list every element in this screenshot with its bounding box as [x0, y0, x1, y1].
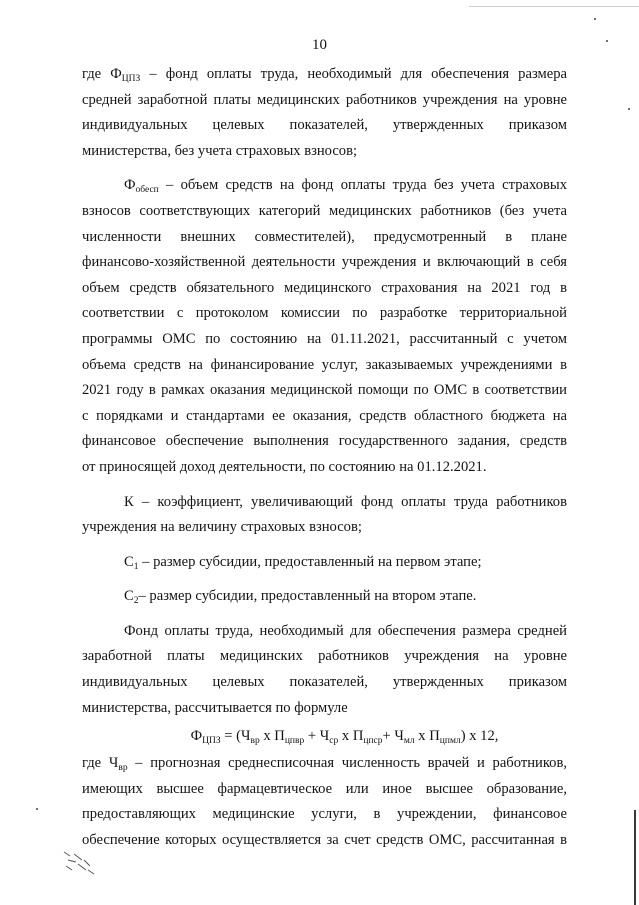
- subscript: ЦПЗ: [121, 74, 141, 84]
- text-line: заработной платы медицинских работников учреждения на уровне: [82, 648, 567, 665]
- page-number: 10: [312, 37, 327, 53]
- text-run: С: [124, 588, 134, 605]
- text-run: – фонд оплаты труда, необходимый для обеспечения размера: [140, 66, 567, 82]
- text-line: программы ОМС по состоянию на 01.11.2021, рассчитанный с учетом: [82, 330, 567, 347]
- text-line: финансовое обеспечение выполнения государственного задания, средств: [82, 433, 567, 450]
- paragraph-fobesp-definition: [82, 173, 567, 480]
- subscript: вр: [118, 763, 128, 774]
- text-line: министерства, без учета страховых взносов;: [82, 142, 358, 159]
- subscript: обесп: [135, 185, 159, 196]
- text-line: 2021 году в рамках оказания медицинской помощи по ОМС в соответствии: [82, 382, 567, 399]
- text-line: предоставляющих медицинские услуги, в учреждении, финансовое: [82, 806, 567, 823]
- text-line: объема средств на финансирование услуг, заказываемых учреждениями в: [82, 356, 567, 373]
- formula-part: х П: [414, 728, 440, 745]
- text-line: средней заработной платы медицинских работников учреждения на уровне: [82, 91, 567, 108]
- text-run: – объем средств на фонд оплаты труда без учета страховых: [158, 177, 567, 194]
- subscript: ср: [329, 736, 339, 747]
- text-line: индивидуальных целевых показателей, утвержденных приказом: [82, 674, 567, 691]
- text-line: с порядками и стандартами ее оказания, средств областного бюджета на: [82, 407, 567, 424]
- text-line: взносов соответствующих категорий медицинских работников (без учета: [82, 202, 567, 219]
- text-line: индивидуальных целевых показателей, утвержденных приказом: [82, 117, 567, 134]
- subscript: цпвр: [284, 736, 305, 747]
- text-line: от приносящей доход деятельности, по состоянию на 01.12.2021.: [82, 458, 487, 475]
- text-line: соответствии с протоколом комиссии по разработке территориальной: [82, 305, 567, 322]
- scan-dot: [628, 108, 630, 110]
- paragraph-fcpz-definition: [82, 62, 567, 164]
- formula-part: = (Ч: [220, 728, 251, 745]
- text-line: имеющих высшее фармацевтическое или иное высшее образование,: [82, 780, 567, 797]
- text-line: [82, 62, 567, 88]
- text-run: где Ф: [82, 66, 122, 82]
- formula-part: ) х 12,: [460, 728, 499, 745]
- document-body: [82, 62, 567, 854]
- paragraph-fund-calculation: [82, 619, 567, 721]
- text-run: где Ч: [82, 755, 119, 772]
- formula-part: + Ч: [382, 728, 404, 745]
- text-line: [82, 751, 567, 777]
- text-run: – прогнозная среднесписочная численность врачей и работников,: [127, 755, 568, 772]
- text-run: С: [124, 553, 134, 570]
- formula-part: Ф: [190, 728, 203, 745]
- paragraph-k-definition: [82, 490, 567, 541]
- subscript: мл: [403, 736, 415, 747]
- subscript: 2: [133, 596, 139, 607]
- text-line: [82, 550, 567, 576]
- text-line: финансово-хозяйственной деятельности учреждения и включающий в себя: [82, 254, 567, 271]
- scan-edge-line: [634, 810, 636, 905]
- scan-dot: [594, 18, 596, 20]
- paragraph-c2-definition: [82, 584, 567, 610]
- text-line: Фонд оплаты труда, необходимый для обеспечения размера средней: [124, 622, 567, 639]
- formula-part: х П: [338, 728, 364, 745]
- scan-dot: [36, 808, 38, 810]
- text-line: [82, 584, 567, 610]
- text-line: обеспечение которых осуществляется за счет средств ОМС, рассчитанная в: [82, 832, 567, 849]
- formula: [82, 721, 567, 751]
- text-line: министерства, рассчитывается по формуле: [82, 699, 348, 716]
- subscript: цпмл: [439, 736, 461, 747]
- text-line: численности внешних совместителей), предусмотренный в плане: [82, 228, 567, 245]
- text-line: объем средств обязательного медицинского страхования на 2021 год в: [82, 279, 567, 296]
- paragraph-chvr-definition: [82, 751, 567, 853]
- text-line: [82, 173, 567, 199]
- subscript: цпср: [363, 736, 383, 747]
- formula-part: + Ч: [304, 728, 330, 745]
- subscript: 1: [133, 561, 139, 572]
- text-run: – размер субсидии, предоставленный на первом этапе;: [138, 553, 482, 570]
- subscript: ЦПЗ: [202, 736, 221, 747]
- text-run: Ф: [124, 177, 136, 194]
- paragraph-c1-definition: [82, 550, 567, 576]
- text-run: – размер субсидии, предоставленный на втором этапе.: [138, 588, 477, 605]
- text-line: К – коэффициент, увеличивающий фонд оплаты труда работников: [124, 493, 567, 510]
- subscript: вр: [250, 736, 260, 747]
- scan-edge-mark: [469, 0, 639, 7]
- text-line: учреждения на величину страховых взносов;: [82, 519, 362, 536]
- formula-part: х П: [259, 728, 285, 745]
